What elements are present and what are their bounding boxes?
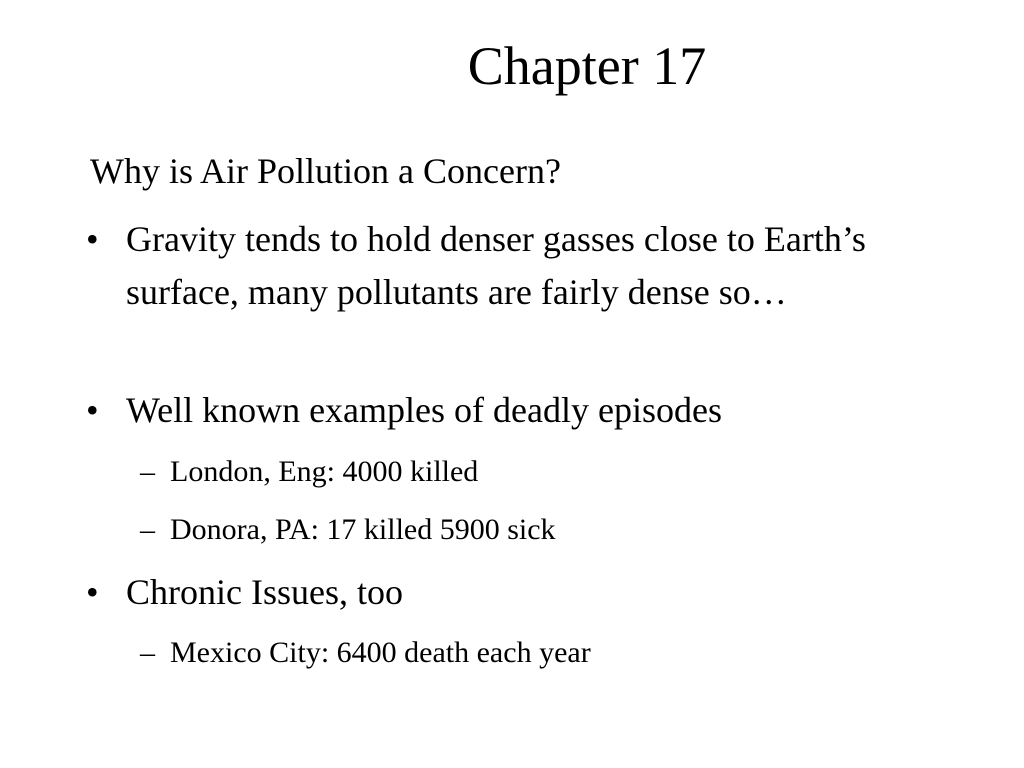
sub-bullet-marker: –	[140, 636, 155, 669]
sub-bullet-marker: –	[140, 513, 155, 546]
sub-bullet-text: Mexico City: 6400 death each year	[170, 636, 591, 669]
sub-bullet-text: London, Eng: 4000 killed	[170, 455, 479, 488]
sub-bullet-item	[140, 452, 478, 492]
bullet-marker: •	[86, 572, 99, 612]
bullet-item	[86, 213, 946, 319]
bullet-text: Gravity tends to hold denser gasses close to Earth’s surface, many pollutants are fairly dense so…	[126, 219, 866, 312]
bullet-text: Well known examples of deadly episodes	[126, 390, 722, 430]
slide-subheading: Why is Air Pollution a Concern?	[90, 151, 561, 191]
sub-bullet-text: Donora, PA: 17 killed 5900 sick	[170, 513, 556, 546]
bullet-marker: •	[86, 219, 99, 259]
sub-bullet-item	[140, 510, 556, 550]
slide-title: Chapter 17	[467, 36, 707, 96]
sub-bullet-marker: –	[140, 455, 155, 488]
bullet-marker: •	[86, 390, 99, 430]
bullet-item	[86, 384, 946, 437]
bullet-text: Chronic Issues, too	[126, 572, 403, 612]
bullet-item	[86, 566, 946, 619]
sub-bullet-item	[140, 633, 591, 673]
